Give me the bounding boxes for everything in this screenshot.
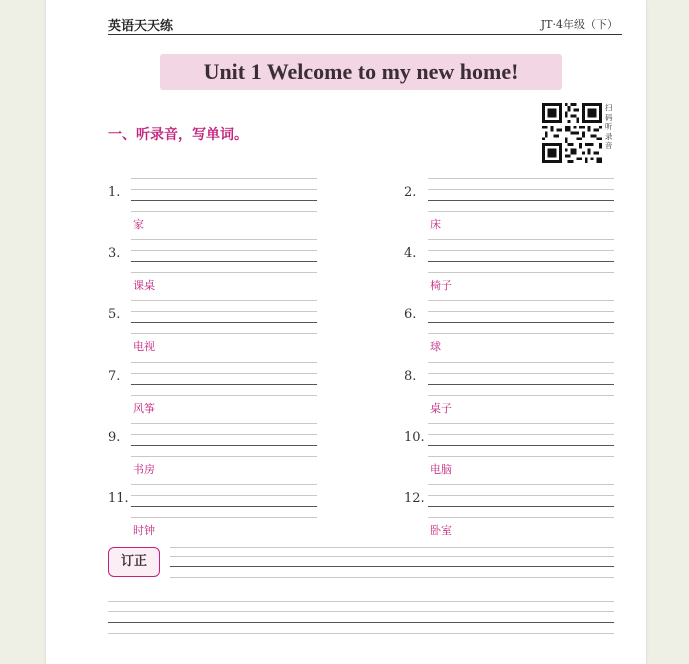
item-number: 11. (108, 491, 129, 506)
item-hint: 椅子 (430, 279, 452, 292)
page-header (108, 14, 622, 35)
writing-lines[interactable] (131, 178, 317, 214)
writing-lines[interactable] (428, 484, 614, 520)
writing-lines[interactable] (131, 300, 317, 336)
item-hint: 家 (133, 218, 144, 231)
writing-lines[interactable] (131, 423, 317, 459)
unit-title: Unit 1 Welcome to my new home! (160, 54, 562, 90)
item-hint: 床 (430, 218, 441, 231)
item-number: 12. (404, 491, 425, 506)
writing-lines[interactable] (131, 239, 317, 275)
item-hint: 卧室 (430, 524, 452, 537)
item-number: 3. (108, 246, 121, 261)
item-hint: 电视 (133, 340, 155, 353)
item-number: 9. (108, 430, 121, 445)
correction-lines[interactable] (170, 547, 614, 581)
writing-lines[interactable] (131, 362, 317, 398)
item-hint: 课桌 (133, 279, 155, 292)
section-title: 一、听录音，写单词。 (108, 127, 248, 143)
item-number: 4. (404, 246, 417, 261)
item-number: 7. (108, 369, 121, 384)
writing-lines[interactable] (428, 178, 614, 214)
item-number: 5. (108, 307, 121, 322)
writing-lines[interactable] (428, 239, 614, 275)
item-hint: 时钟 (133, 524, 155, 537)
correction-lines[interactable] (108, 601, 614, 643)
item-hint: 球 (430, 340, 441, 353)
qr-caption: 扫码听录音 (605, 103, 613, 150)
item-number: 10. (404, 430, 425, 445)
writing-lines[interactable] (428, 300, 614, 336)
item-number: 1. (108, 185, 121, 200)
item-hint: 电脑 (430, 463, 452, 476)
item-hint: 桌子 (430, 402, 452, 415)
book-brand: 英语天天练 (108, 19, 174, 34)
writing-lines[interactable] (428, 362, 614, 398)
item-number: 8. (404, 369, 417, 384)
writing-lines[interactable] (428, 423, 614, 459)
writing-lines[interactable] (131, 484, 317, 520)
correction-label: 订正 (120, 554, 147, 569)
item-number: 6. (404, 307, 417, 322)
item-hint: 书房 (133, 463, 155, 476)
grade-label: JT·4年级（下） (540, 18, 618, 31)
qr-code-icon[interactable] (542, 103, 602, 163)
correction-badge (108, 547, 160, 577)
item-hint: 风筝 (133, 402, 155, 415)
item-number: 2. (404, 185, 417, 200)
